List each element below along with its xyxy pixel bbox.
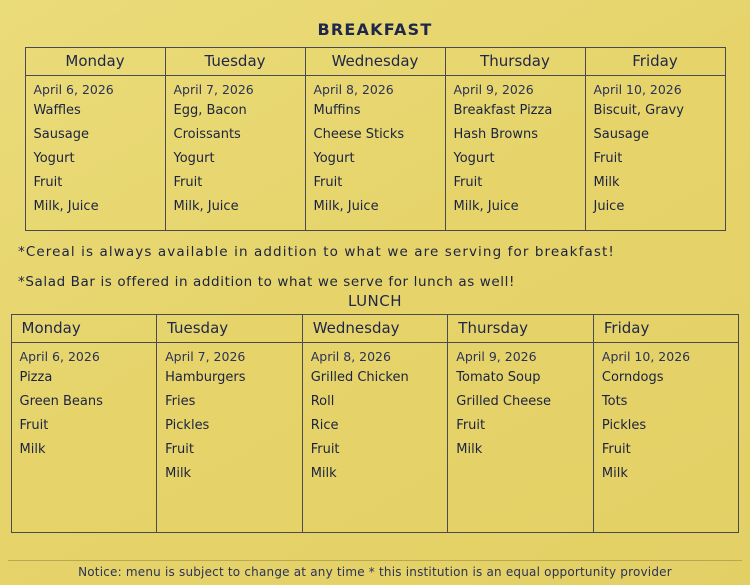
lunch-column-header: Wednesday [302, 315, 448, 343]
menu-item: Hash Browns [453, 127, 538, 142]
menu-item: Breakfast Pizza [453, 103, 553, 118]
breakfast-body-row [25, 76, 725, 231]
menu-date: April 10, 2026 [593, 82, 682, 97]
breakfast-day-cell [165, 76, 305, 231]
menu-date: April 6, 2026 [33, 82, 114, 97]
breakfast-column-header: Wednesday [305, 48, 445, 76]
menu-item: Grilled Cheese [456, 394, 552, 409]
salad-bar-note: *Salad Bar is offered in addition to what we serve for lunch as well! [18, 274, 515, 290]
menu-date: April 9, 2026 [456, 349, 537, 364]
menu-item: Yogurt [33, 151, 75, 166]
menu-item: Pickles [601, 418, 647, 433]
menu-item: Egg, Bacon [173, 103, 247, 118]
breakfast-column-header: Tuesday [165, 48, 305, 76]
menu-item: Yogurt [313, 151, 355, 166]
menu-item: Tomato Soup [456, 370, 541, 385]
menu-item: Juice [593, 199, 625, 214]
breakfast-day-cell [305, 76, 445, 231]
menu-date: April 7, 2026 [165, 349, 246, 364]
lunch-column-header: Friday [593, 315, 739, 343]
menu-item: Milk [593, 175, 620, 190]
menu-item: Fruit [593, 151, 623, 166]
breakfast-header-row [25, 48, 725, 76]
menu-item: Sausage [33, 127, 89, 142]
lunch-table [11, 314, 740, 533]
menu-item: Fruit [456, 418, 486, 433]
footer-divider [8, 560, 742, 561]
menu-item: Yogurt [173, 151, 215, 166]
menu-item: Corndogs [601, 370, 664, 385]
lunch-body-row [11, 343, 739, 533]
lunch-day-cell [593, 343, 739, 533]
breakfast-column-header: Thursday [445, 48, 585, 76]
menu-item: Hamburgers [165, 370, 246, 385]
menu-item: Fruit [601, 442, 631, 457]
menu-item: Fruit [453, 175, 483, 190]
lunch-column-header: Monday [11, 315, 157, 343]
breakfast-table [25, 47, 726, 231]
menu-item: Milk [19, 442, 46, 457]
menu-item: Rice [310, 418, 339, 433]
menu-date: April 9, 2026 [453, 82, 534, 97]
menu-item: Pizza [19, 370, 53, 385]
lunch-day-cell [157, 343, 303, 533]
menu-item: Cheese Sticks [313, 127, 405, 142]
menu-date: April 8, 2026 [313, 82, 394, 97]
breakfast-day-cell [445, 76, 585, 231]
footer-notice: Notice: menu is subject to change at any time * this institution is an equal opportunity provider [78, 565, 672, 579]
breakfast-title: BREAKFAST [317, 20, 433, 39]
menu-item: Green Beans [19, 394, 103, 409]
menu-item: Muffins [313, 103, 361, 118]
menu-item: Fruit [173, 175, 203, 190]
breakfast-day-cell [585, 76, 725, 231]
menu-item: Milk, Juice [173, 199, 239, 214]
menu-item: Fruit [19, 418, 49, 433]
menu-item: Roll [310, 394, 335, 409]
breakfast-day-cell [25, 76, 165, 231]
menu-date: April 7, 2026 [173, 82, 254, 97]
menu-item: Milk [310, 466, 337, 481]
menu-item: Tots [601, 394, 628, 409]
breakfast-column-header: Monday [25, 48, 165, 76]
menu-item: Sausage [593, 127, 649, 142]
breakfast-column-header: Friday [585, 48, 725, 76]
menu-item: Fruit [313, 175, 343, 190]
menu-item: Fruit [165, 442, 194, 457]
menu-item: Croissants [173, 127, 241, 142]
menu-date: April 10, 2026 [601, 349, 691, 364]
menu-item: Milk, Juice [453, 199, 519, 214]
menu-item: Fruit [33, 175, 63, 190]
menu-date: April 6, 2026 [19, 349, 100, 364]
menu-date: April 8, 2026 [310, 349, 391, 364]
menu-item: Milk, Juice [313, 199, 379, 214]
lunch-day-cell [11, 343, 157, 533]
menu-item: Waffles [33, 103, 81, 118]
menu-item: Yogurt [453, 151, 495, 166]
menu-item: Fruit [310, 442, 340, 457]
menu-item: Milk, Juice [33, 199, 99, 214]
lunch-day-cell [448, 343, 594, 533]
cereal-note: *Cereal is always available in addition to what we are serving for breakfast! [18, 244, 615, 260]
lunch-title: LUNCH [347, 292, 403, 310]
menu-item: Milk [165, 466, 192, 481]
menu-item: Milk [456, 442, 483, 457]
lunch-column-header: Thursday [448, 315, 594, 343]
menu-item: Fries [165, 394, 196, 409]
menu-item: Milk [601, 466, 628, 481]
menu-item: Pickles [165, 418, 210, 433]
menu-item: Biscuit, Gravy [593, 103, 684, 118]
menu-item: Grilled Chicken [310, 370, 409, 385]
lunch-column-header: Tuesday [157, 315, 303, 343]
lunch-header-row [11, 315, 739, 343]
lunch-day-cell [302, 343, 448, 533]
